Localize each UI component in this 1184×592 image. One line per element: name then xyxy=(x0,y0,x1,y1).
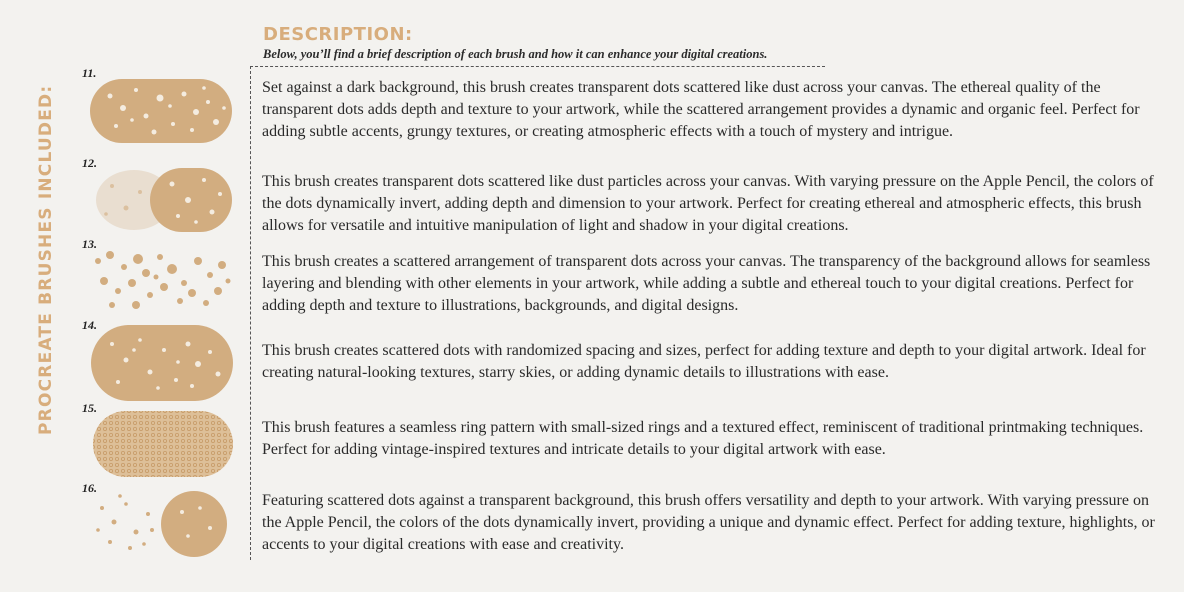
brush-preview-13 xyxy=(88,247,236,313)
brush-number-15: 15. xyxy=(82,401,97,415)
brush-preview-12 xyxy=(88,164,236,236)
brush-number-14: 14. xyxy=(82,318,97,332)
brush-preview-14 xyxy=(88,322,236,404)
description-subheading: Below, you’ll find a brief description of each brush and how it can enhance your digital creations. xyxy=(263,47,768,61)
brush-number-13: 13. xyxy=(82,237,97,251)
description-heading: DESCRIPTION: xyxy=(263,24,413,45)
side-title: PROCREATE BRUSHES INCLUDED: xyxy=(36,84,56,435)
horizontal-divider xyxy=(250,66,825,67)
brush-description-15: This brush features a seamless ring pattern with small-sized rings and a textured effect, reminiscent of traditional printmaking techniques. Perfect for adding vintage-inspired textures and intricate details to your digital artwork with ease. xyxy=(262,419,1144,458)
brush-number-12: 12. xyxy=(82,156,97,170)
brush-description-11: Set against a dark background, this brush creates transparent dots scattered like dust across your canvas. The ethereal quality of the transparent dots adds depth and texture to your artwork, while the scattered arrangement provides a dynamic and organic feel. Perfect for adding subtle accents, grungy textures, or creating atmospheric effects with a touch of mystery and intrigue. xyxy=(262,79,1140,140)
brush-preview-16 xyxy=(90,488,236,560)
brush-description-12: This brush creates transparent dots scattered like dust particles across your canvas. With varying pressure on the Apple Pencil, the colors of the dots dynamically invert, adding depth and dimension to your artwork. Perfect for creating ethereal and atmospheric effects, this brush allows for versatile and intuitive manipulation of light and shadow in your digital creations. xyxy=(262,173,1154,234)
brush-number-16: 16. xyxy=(82,481,97,495)
brush-description-16: Featuring scattered dots against a transparent background, this brush offers versatility and depth to your artwork. With varying pressure on the Apple Pencil, the colors of the dots dynamically invert, providing a unique and dynamic effect. Perfect for adding texture, highlights, or accents to your digital creations with ease and creativity. xyxy=(262,492,1155,553)
brush-description-13: This brush creates a scattered arrangement of transparent dots across your canvas. The transparency of the background allows for seamless layering and blending with other elements in your artwork, while adding a subtle and ethereal touch to your digital creations. Perfect for adding depth and texture to illustrations, backgrounds, and digital designs. xyxy=(262,253,1151,314)
brush-preview-11 xyxy=(88,76,236,146)
brush-number-11: 11. xyxy=(82,66,97,80)
vertical-divider xyxy=(250,66,251,560)
brush-preview-15 xyxy=(90,408,236,480)
brush-description-14: This brush creates scattered dots with randomized spacing and sizes, perfect for adding texture and depth to your digital artwork. Ideal for creating natural-looking textures, starry skies, or adding dynamic details to illustrations with ease. xyxy=(262,342,1146,381)
